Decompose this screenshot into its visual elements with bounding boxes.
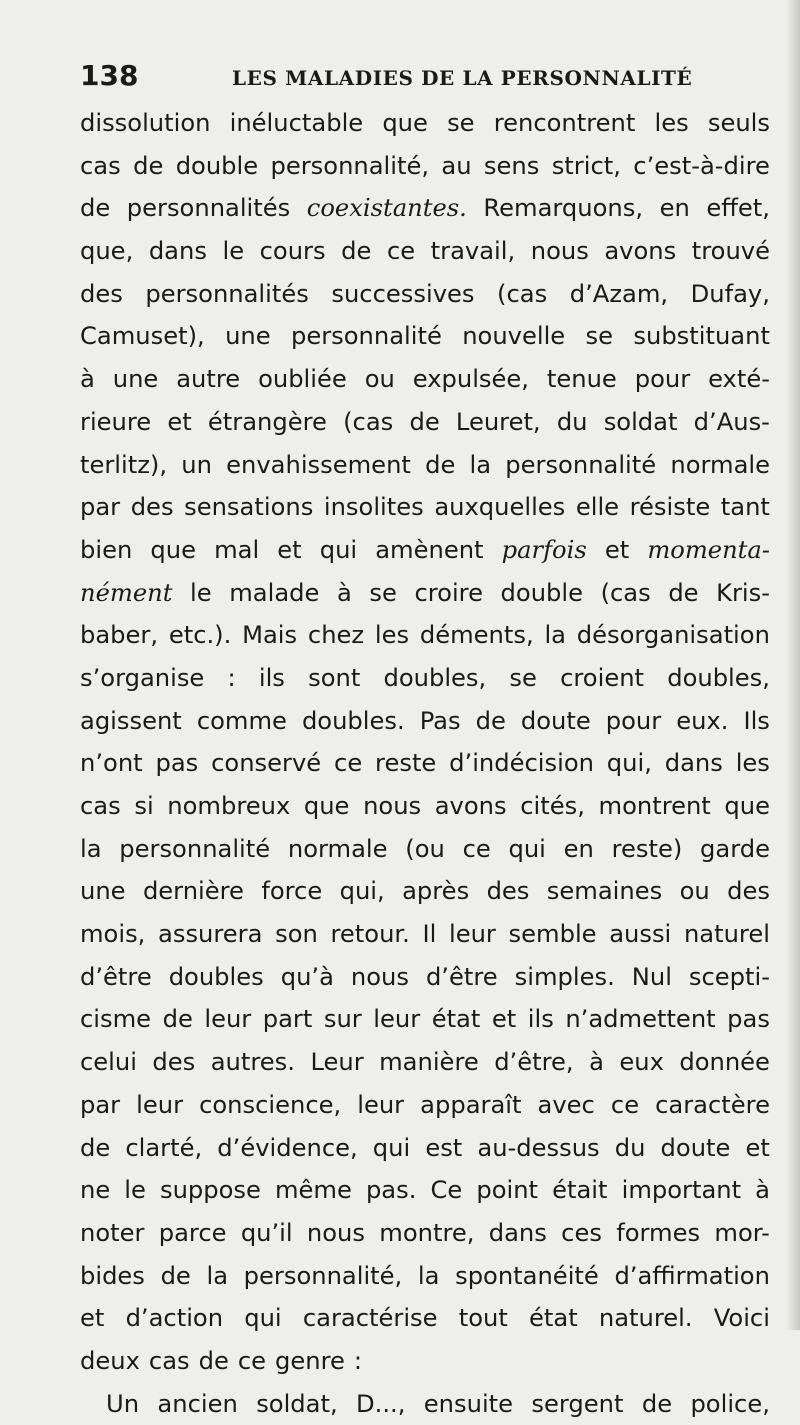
word: les [654,109,689,137]
word: garde [700,834,770,863]
word: de [133,151,164,180]
word: double [175,151,259,180]
word: des [152,1048,196,1077]
word: montre, [379,1218,475,1247]
text-line [80,913,770,956]
word: la [417,1261,440,1290]
text-line [80,1084,770,1127]
word: amènent [375,535,484,564]
word: d’être [80,962,152,991]
word: effet, [706,194,770,223]
word: que [303,792,350,820]
word: soldat, [256,1389,338,1418]
word: pas. [365,1176,417,1205]
word: expulsée, [412,365,529,394]
word: dissolution [80,109,211,137]
word: les [374,621,410,650]
word: d’action [125,1304,224,1333]
word: leur [357,1090,405,1119]
word: de [80,194,111,223]
text-line [80,102,770,145]
word: cas [148,1346,190,1375]
word: par [80,493,121,522]
word: d’indécision [449,749,594,778]
text-line [80,1383,770,1425]
page-header [80,58,770,98]
word: la [206,1261,229,1290]
word: comme [196,706,287,735]
word: dans [488,1218,547,1247]
word: sensations [184,493,314,522]
word: rieure [80,407,152,436]
text-line [80,956,770,999]
word: simples. [514,962,615,991]
text-line [80,870,770,913]
word: n’admettent [565,1005,716,1034]
word: que, [80,237,134,266]
word: et [277,535,302,564]
word: ensuite [423,1389,514,1418]
word: inéluctable [229,109,364,137]
word: qui [319,535,358,564]
word: leur [373,1005,421,1034]
word: eux. [676,706,729,735]
word: deux [80,1346,140,1375]
text-line [80,1255,770,1298]
word: ce [386,237,416,266]
word: caractérise [302,1304,438,1333]
word: le [190,578,212,607]
word: état [529,1304,578,1333]
word: celui [80,1048,137,1077]
word: ils [527,1005,554,1034]
word: qu’il [240,1218,293,1247]
word: ce [237,1346,267,1375]
text-line [80,1297,770,1340]
text-line [80,1340,770,1383]
word: par [80,1090,121,1119]
word: (cas [497,279,548,308]
word: cas [80,792,121,820]
word: successives [331,279,475,308]
text-line [80,273,770,316]
word: qui, [339,877,385,906]
page-edge-shadow [786,0,800,1330]
word: et [167,407,192,436]
word: d’Aus- [693,407,770,436]
word: dans [664,749,723,778]
word: nombreux [167,792,291,820]
word: la [544,621,566,650]
word: qui [508,834,546,863]
text-line [80,358,770,401]
word: chez [307,621,365,650]
word: et [604,535,630,564]
word: de [198,1346,229,1375]
page-number: 138 [80,59,139,92]
word: ce [462,834,491,863]
word: des [130,493,174,522]
word: résiste [629,493,711,522]
word: doute [660,1133,731,1162]
word: (cas [600,578,651,607]
word: du [614,1133,646,1162]
word: sens [483,151,540,180]
word: force [261,877,323,906]
word: elle [575,493,620,522]
word: baber, [80,621,159,650]
word: mal [214,535,260,564]
word: Un [106,1389,140,1418]
word: qu’à [280,962,334,991]
word: parfois [501,535,587,564]
word: donnée [679,1048,770,1077]
word: ce [334,749,363,778]
word: si [134,792,154,820]
word: se [585,322,614,351]
word: pas [155,749,199,778]
word: de [475,706,506,735]
word: part [262,1005,313,1034]
word: clarté, [125,1133,203,1162]
word: personnalité [119,834,271,863]
word: insolites [323,493,424,522]
word: au [441,151,472,180]
text-line [80,742,770,785]
word: avec [537,1090,595,1119]
word: cours [259,237,326,266]
text-line [80,572,770,615]
word: etc.). [168,621,232,650]
word: d’évidence, [217,1133,358,1162]
word: Camuset), [80,322,205,351]
word: naturel. [598,1304,693,1333]
body-text [80,102,770,1425]
word: ces [561,1218,602,1247]
word: croire [414,578,483,607]
word: doubles [168,962,264,991]
word: caractère [655,1090,770,1119]
word: état [431,1005,481,1034]
word: autres. [210,1048,295,1077]
word: son [275,920,318,949]
word: police, [690,1389,770,1418]
word: de [80,1133,111,1162]
word: ancien [157,1389,238,1418]
word: strict, [551,151,621,180]
word: exté- [708,365,770,394]
word: conscience, [199,1090,342,1119]
word: mor- [714,1218,770,1247]
word: à [336,578,352,607]
word: Il [422,920,437,949]
word: normale [287,834,388,863]
word: nément [80,578,173,607]
word: que [150,535,196,564]
word: c’est-à-dire [633,151,770,180]
text-line [80,315,770,358]
word: le [124,1176,146,1205]
word: le [222,237,245,266]
word: soldat [603,407,678,436]
word: d’affirmation [614,1261,770,1290]
word: sergent [531,1389,624,1418]
word: que [382,109,428,137]
word: malade [229,578,320,607]
word: Pas [419,706,461,735]
word: doubles, [667,663,770,692]
word: important [621,1176,742,1205]
word: n’ont [80,749,143,778]
word: ou [679,877,710,906]
text-line [80,785,770,828]
word: seuls [707,109,770,137]
word: semaines [546,877,663,906]
text-line [80,444,770,487]
word: se [369,578,397,607]
word: (ou [405,834,445,863]
word: un [181,450,212,479]
word: spontanéité [455,1261,599,1290]
word: personnalité, [270,151,430,180]
word: déments, [419,621,534,650]
text-line [80,614,770,657]
word: Remarquons, [483,194,644,223]
word: et [491,1005,517,1034]
word: scepti- [688,962,770,991]
word: sont [308,663,361,692]
word: genre [275,1346,345,1375]
word: une [112,365,159,394]
word: assurera [158,920,263,949]
word: Kris- [716,578,770,607]
word: nous [530,237,589,266]
word: ce [610,1090,640,1119]
word: parce [158,1218,227,1247]
word: la [80,834,102,863]
word: pas [727,1005,770,1034]
word: nous [350,962,409,991]
word: à [589,1048,604,1077]
word: qui [244,1304,282,1333]
word: à [755,1176,770,1205]
running-head: LES MALADIES DE LA PERSONNALITÉ [232,66,693,90]
word: des [727,877,770,906]
word: doute [520,706,591,735]
text-line [80,486,770,529]
text-line [80,657,770,700]
word: Ce [430,1176,463,1205]
word: momenta- [647,535,770,564]
text-line [80,828,770,871]
word: montrent [598,792,711,820]
word: bien [80,535,133,564]
word: : [353,1346,363,1375]
text-line [80,401,770,444]
word: de [341,237,372,266]
word: des [80,279,123,308]
word: ne [80,1176,111,1205]
word: s’organise [80,663,205,692]
word: cisme [80,1005,152,1034]
word: cités, [520,792,585,820]
word: doubles. [301,706,405,735]
word: pour [605,706,662,735]
text-line [80,145,770,188]
word: doubles, [383,663,487,692]
word: en [659,194,690,223]
word: était [552,1176,608,1205]
word: personnalité [290,322,442,351]
word: Nul [631,962,672,991]
word: tout [458,1304,508,1333]
word: croient [560,663,645,692]
word: eux [619,1048,664,1077]
word: personnalité, [243,1261,403,1290]
word: double [500,578,583,607]
word: après [402,877,470,906]
word: travail, [430,237,516,266]
word: Ils [743,706,770,735]
word: naturel [683,920,770,949]
word: de [425,450,456,479]
word: d’être [425,962,498,991]
word: d’Azam, [569,279,669,308]
word: avons [604,237,677,266]
word: des [486,877,530,906]
word: une [80,877,126,906]
word: Mais [242,621,298,650]
word: de [409,407,440,436]
word: une [225,322,271,351]
word: formes [616,1218,701,1247]
word: et [80,1304,105,1333]
word: est [425,1133,463,1162]
word: nouvelle [462,322,566,351]
text-line [80,230,770,273]
word: leur [136,1090,184,1119]
word: même [274,1176,352,1205]
word: (cas [343,407,394,436]
word: substituant [633,322,770,351]
word: Leuret, [455,407,541,436]
word: rencontrent [493,109,636,137]
word: semble [508,920,597,949]
word: d’être, [494,1048,574,1077]
word: pour [634,365,691,394]
word: se [509,663,537,692]
word: oubliée [258,365,347,394]
word: qui, [606,749,652,778]
word: cas [80,151,121,180]
word: reste) [611,834,683,863]
word: D..., [356,1389,406,1418]
word: Voici [713,1304,770,1333]
word: de [641,1389,673,1418]
word: terlitz), [80,450,168,479]
word: agissent [80,706,182,735]
word: sur [323,1005,362,1034]
word: personnalités [126,194,291,223]
word: Leur [310,1048,364,1077]
word: la [469,450,492,479]
word: auxquelles [434,493,566,522]
word: ils [258,663,285,692]
word: retour. [330,920,410,949]
word: au-dessus [477,1133,600,1162]
text-line [80,1041,770,1084]
word: les [735,749,770,778]
word: trouvé [691,237,770,266]
word: ou [364,365,395,394]
text-line [80,1127,770,1170]
word: que [724,792,770,820]
word: normale [670,450,770,479]
word: personnalités [145,279,309,308]
word: se [447,109,475,137]
word: du [556,407,588,436]
text-line [80,1212,770,1255]
text-line [80,529,770,572]
word: reste [375,749,437,778]
word: conservé [211,749,322,778]
word: point [476,1176,539,1205]
word: personnalité [505,450,657,479]
word: apparaît [420,1090,522,1119]
text-line [80,998,770,1041]
text-line [80,1169,770,1212]
word: nous [363,792,422,820]
word: de [162,1005,193,1034]
word: mois, [80,920,146,949]
word: dernière [142,877,244,906]
word: noter [80,1218,145,1247]
word: suppose [159,1176,261,1205]
word: étrangère [207,407,327,436]
word: en [563,834,594,863]
word: désorganisation [576,621,770,650]
word: à [80,365,95,394]
word: manière [379,1048,479,1077]
word: nous [306,1218,365,1247]
word: de [668,578,699,607]
text-line [80,700,770,743]
word: tant [720,493,770,522]
word: qui [372,1133,411,1162]
text-line [80,187,770,230]
word: Dufay, [690,279,770,308]
word: leur [449,920,496,949]
word: aussi [609,920,672,949]
word: tenue [546,365,617,394]
word: coexistantes. [306,194,467,223]
word: et [745,1133,770,1162]
word: : [227,663,236,692]
word: de [160,1261,191,1290]
word: avons [434,792,507,820]
word: bides [80,1261,145,1290]
word: dans [148,237,207,266]
word: autre [176,365,241,394]
word: leur [204,1005,252,1034]
word: envahissement [226,450,411,479]
